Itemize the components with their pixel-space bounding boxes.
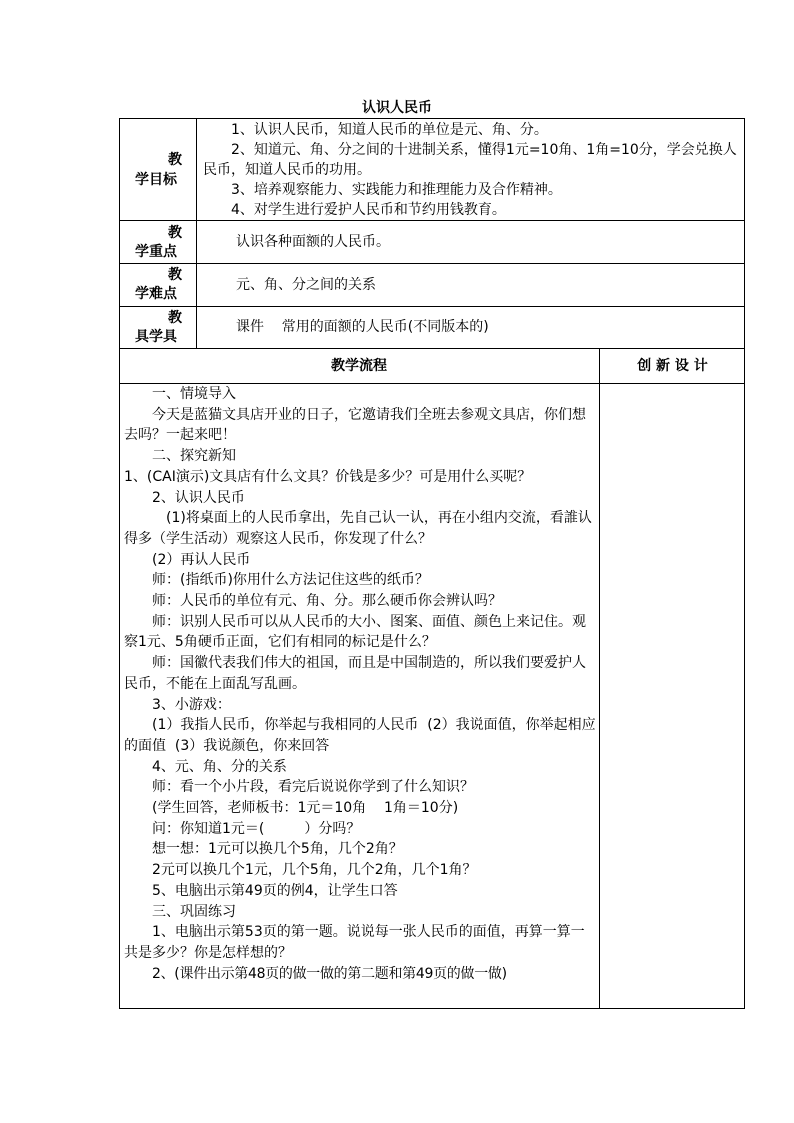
- flow-line: (1)将桌面上的人民币拿出，先自己认一认，再在小组内交流，看誰认得多（学生活动）观察这人民币，你发现了什么？: [124, 510, 592, 547]
- flow-line: 师：看一个小片段，看完后说说你学到了什么知识？: [152, 779, 474, 796]
- flow-line: (1）我指人民币，你举起与我相同的人民币 (2）我说面值，你举起相应的面值 (3）我说颜色，你来回答: [124, 717, 596, 754]
- tools-text: 课件 常用的面额的人民币(不同版本的): [236, 319, 489, 335]
- flow-line: 1、电脑出示第53页的第一题。说说每一张人民币的面值，再算一算一共是多少？你是怎样想的？: [124, 924, 585, 961]
- flow-line: 4、元、角、分的关系: [152, 758, 287, 775]
- row-divider: [119, 306, 745, 307]
- flow-line: 5、电脑出示第49页的例4，让学生口答: [152, 882, 398, 899]
- flow-line: 想一想：1元可以换几个5角，几个2角？: [152, 841, 403, 858]
- flow-line: 师：国徽代表我们伟大的祖国，而且是中国制造的，所以我们要爱护人民币，不能在上面乱写乱画。: [124, 655, 586, 692]
- row-divider: [119, 220, 745, 221]
- flow-line: 师：识别人民币可以从人民币的大小、图案、面值、颜色上来记住。观察1元、5角硬币正面，它们有相同的标记是什么？: [124, 613, 586, 651]
- difficulties-text: 元、角、分之间的关系: [236, 277, 376, 293]
- row-divider: [119, 348, 745, 349]
- key-points-label-line1: 教: [168, 225, 182, 241]
- flow-line: (学生回答，老师板书：1元＝10角 1角＝10分): [152, 800, 459, 817]
- flow-line: 二、探究新知: [152, 448, 236, 465]
- objectives-label-line1: 教: [168, 152, 182, 168]
- flow-line: 1、(CAI演示)文具店有什么文具？价钱是多少？可是用什么买呢？: [124, 468, 532, 485]
- flow-line: 3、小游戏：: [152, 696, 231, 713]
- teaching-flow: [124, 384, 596, 984]
- design-column-divider: [599, 348, 600, 1009]
- flow-line: 师：(指纸币)你用什么方法记住这些的纸币？: [152, 572, 429, 589]
- tools-label-line1: 教: [168, 310, 182, 326]
- row-divider: [119, 263, 745, 264]
- flow-line: (2）再认人民币: [152, 551, 251, 568]
- tools-label-line2: 具学具: [135, 329, 177, 345]
- page-title: 认识人民币: [362, 100, 432, 116]
- difficulties-label-line1: 教: [168, 267, 182, 283]
- key-points-text: 认识各种面额的人民币。: [236, 234, 390, 250]
- flow-line: 师：人民币的单位有元、角、分。那么硬币你会辨认吗？: [152, 593, 502, 610]
- objective-item: 1、认识人民币，知道人民币的单位是元、角、分。: [231, 122, 548, 138]
- objectives-label-line2: 学目标: [135, 172, 177, 188]
- objective-item: 2、知道元、角、分之间的十进制关系，懂得1元=10角、1角=10分，学会兑换人民币，知道人民币的功用。: [203, 142, 737, 178]
- label-column-divider: [196, 118, 197, 348]
- flow-line: 2元可以换几个1元，几个5角，几个2角，几个1角？: [152, 862, 477, 879]
- flow-header: 教学流程: [331, 358, 387, 374]
- flow-line: 2、(课件出示第48页的做一做的第二题和第49页的做一做): [152, 965, 507, 982]
- flow-line: 一、情境导入: [152, 386, 236, 402]
- flow-line: 问：你知道1元＝( ）分吗？: [152, 820, 361, 837]
- objective-item: 3、培养观察能力、实践能力和推理能力及合作精神。: [231, 182, 562, 198]
- objective-item: 4、对学生进行爱护人民币和节约用钱教育。: [231, 202, 506, 218]
- flow-line: 今天是蓝猫文具店开业的日子，它邀请我们全班去参观文具店，你们想去吗？一起来吧！: [124, 406, 586, 444]
- flow-line: 2、认识人民币: [152, 489, 245, 506]
- flow-line: 三、巩固练习: [152, 903, 236, 920]
- difficulties-label-line2: 学难点: [135, 286, 177, 302]
- objectives-list: [203, 120, 741, 220]
- design-header: 创 新 设 计: [637, 358, 708, 374]
- key-points-label-line2: 学重点: [135, 244, 177, 260]
